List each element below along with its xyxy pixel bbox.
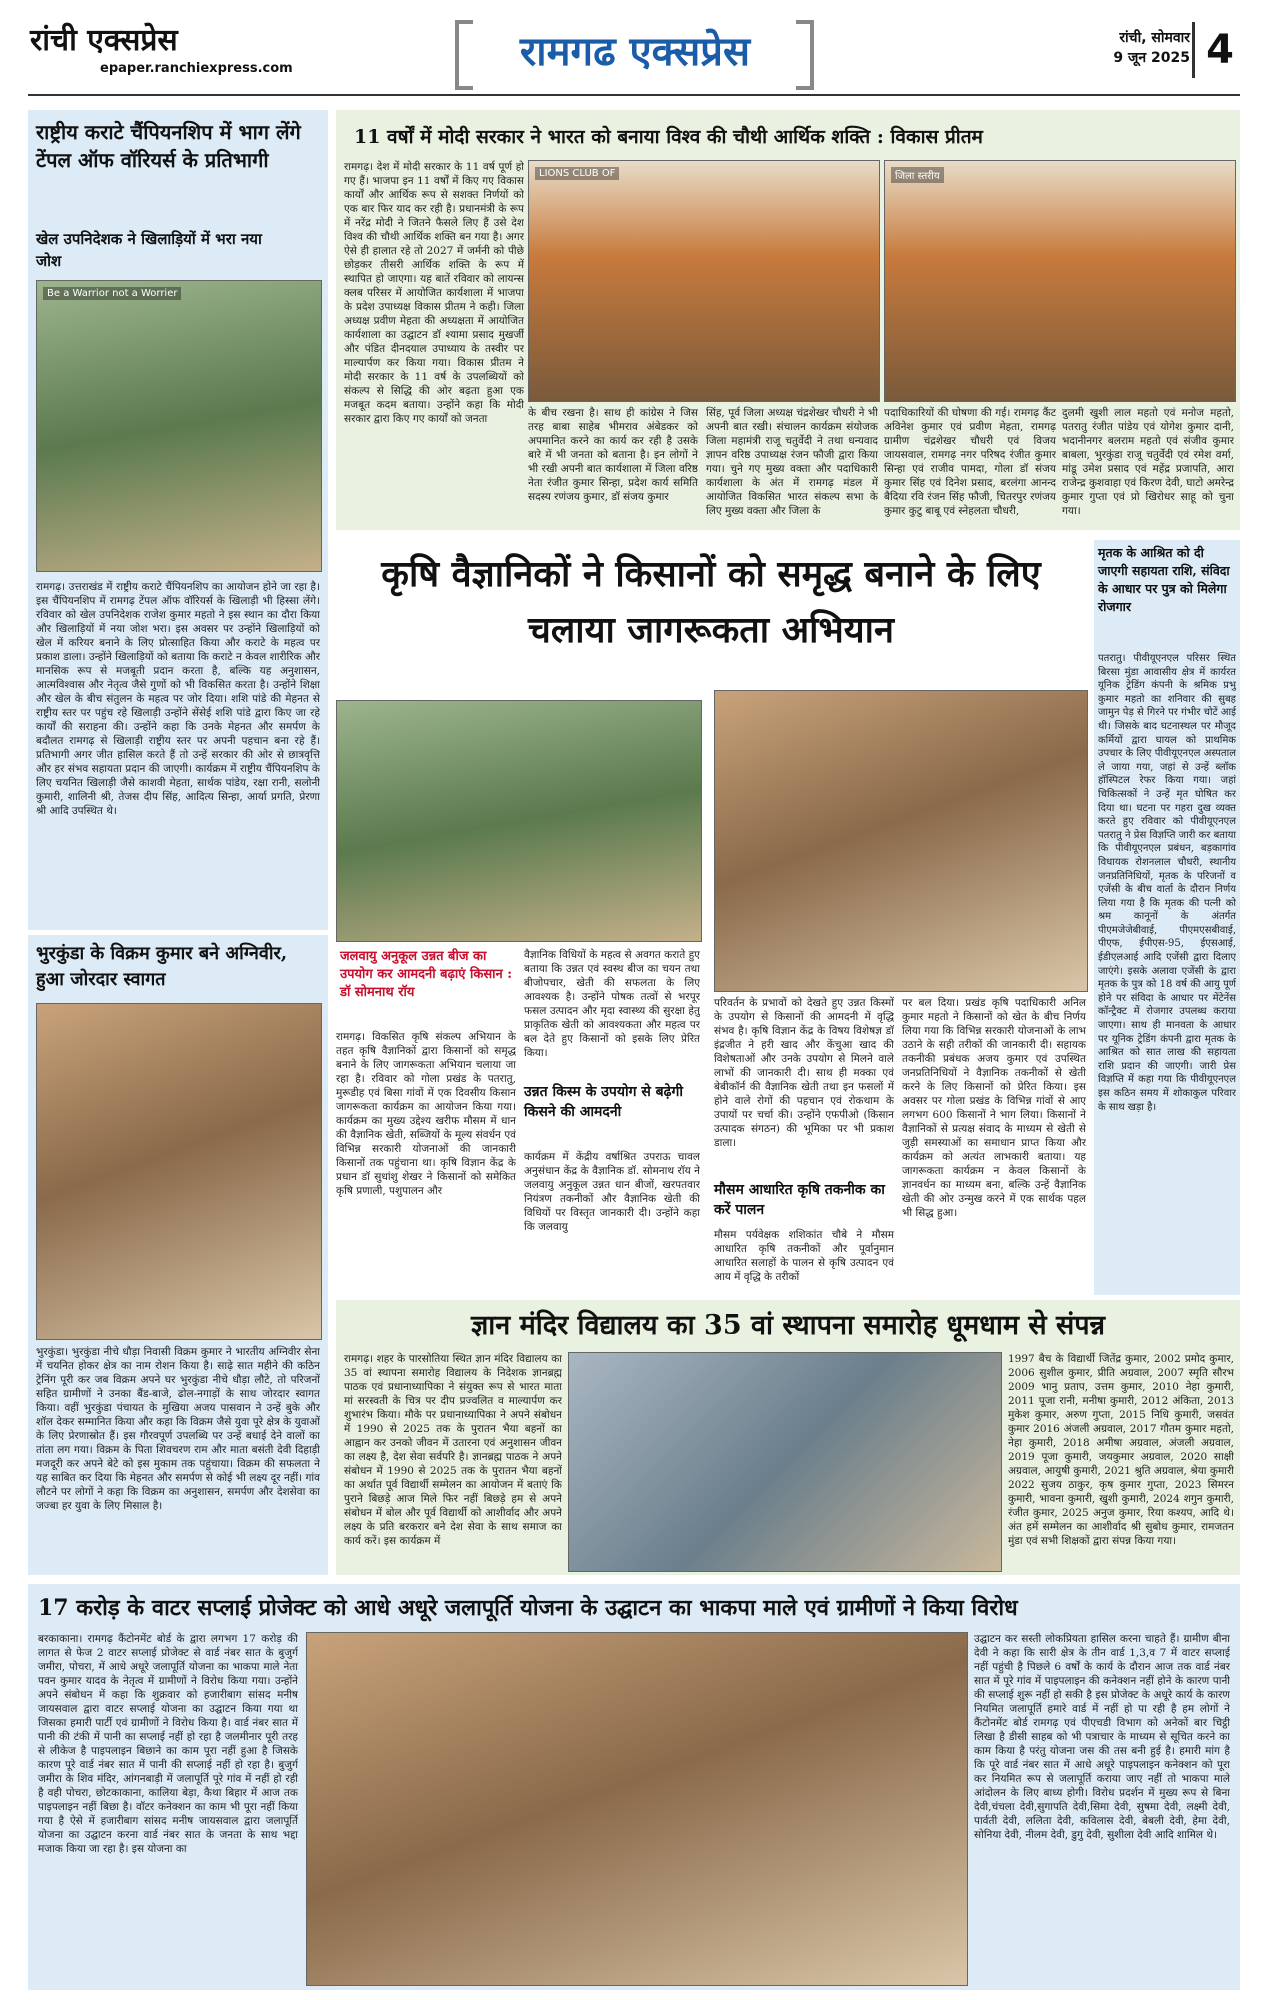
city-day: रांची, सोमवार [1119, 30, 1190, 46]
edition-title: रामगढ एक्सप्रेस [519, 28, 751, 75]
karate-headline: राष्ट्रीय कराटे चैंपियनशिप में भाग लेंगे टेंपल ऑफ वॉरियर्स के प्रतिभागी [36, 120, 301, 172]
story-water [28, 1584, 1240, 1990]
newspaper-logo: रांची एक्सप्रेस [30, 23, 178, 58]
modi-photo1-banner: LIONS CLUB OF [535, 167, 619, 180]
agniveer-body: भुरकुंडा। भुरकुंडा नीचे धौड़ा निवासी विक्रम कुमार ने भारतीय अग्निवीर सेना में चयनित होकर क्षेत्र का नाम रोशन किया है। साढ़े सात महीने की कठिन ट्रेनिंग पूरी कर जब विक्रम अपने घर भुरकुंडा नीचे धौड़ा लौटे, तो परिजनों सहित ग्रामीणों ने उनका बैंड-बाजे, ढोल-नगाड़ों के साथ जोरदार स्वागत किया। वहीं भुरकुंडा पंचायत के मुखिया अजय पासवान ने उन्हें बुके और शॉल देकर सम्मानित किया और कहा कि विक्रम जैसे युवा पूरे क्षेत्र के युवाओं के लिए प्रेरणास्रोत हैं। इस गौरवपूर्ण उपलब्धि पर उन्हें बधाई देने वालों का तांता लग गया। विक्रम के पिता शिवचरण राम और माता बसंती देवी दिहाड़ी मजदूरी कर अपने बेटे को इस मुकाम तक पहुंचाया। विक्रम की सफलता ने यह साबित कर दिया कि मेहनत और समर्पण से कोई भी लक्ष्य दूर नहीं। गांव लौटने पर लोगों ने कहा कि विक्रम का अनुशासन, समर्पण और देशसेवा का जज्बा हर युवा के लिए मिसाल है। [36, 1346, 320, 1512]
story-agniveer [28, 935, 328, 1575]
agniveer-headline: भुरकुंडा के विक्रम कुमार बने अग्निवीर, हुआ जोरदार स्वागत [36, 943, 288, 990]
story-modi [336, 110, 1240, 530]
karate-photo [36, 280, 322, 572]
krishi-col1: रामगढ़। विकसित कृषि संकल्प अभियान के तहत कृषि वैज्ञानिकों द्वारा किसानों को समृद्ध बनाने के लिए जागरूकता अभियान चलाया जा रहा है। रविवार को गोला प्रखंड के पतरातु, मुरूडीह एवं बिसा गांवों में एक दिवसीय किसान जागरूकता कार्यक्रम का आयोजन किया गया। कार्यक्रम का मुख्य उद्देश्य खरीफ मौसम में धान की वैज्ञानिक खेती, सब्जियों के मूल्य संवर्धन एवं विभिन्न सरकारी योजनाओं की जानकारी किसानों तक पहुंचाना था। कृषि विज्ञान केंद्र के प्रधान डॉ सुधांशु शेखर ने किसानों को समेकित कृषि प्रणाली, पशुपालन और [336, 1031, 516, 1197]
modi-headline: 11 वर्षों में मोदी सरकार ने भारत को बनाया विश्व की चौथी आर्थिक शक्ति : विकास प्रीतम [354, 126, 983, 148]
modi-col3: सिंह, पूर्व जिला अध्यक्ष चंद्रशेखर चौधरी ने भी अपनी बात रखी। संचालन कार्यक्रम संयोजक जिला महामंत्री राजू चतुर्वेदी ने तथा धन्यवाद ज्ञापन वरिष्ठ उपाध्यक्ष रंजन फौजी द्वारा किया गया। चुने गए मुख्य वक्ता और पदाधिकारी कार्यशाला के अंत में रामगढ़ मंडल में आयोजित विकसित भारत संकल्प सभा के लिए मुख्य वक्ता और जिला के [706, 407, 878, 517]
krishi-col3: परिवर्तन के प्रभावों को देखते हुए उन्नत किस्मों के उपयोग से किसानों की आमदनी में वृद्धि संभव है। कृषि विज्ञान केंद्र के विषय विशेषज्ञ डॉ इंद्रजीत ने हरी खाद और केंचुआ खाद की विशेषताओं और उनके उपयोग से मिलने वाले लाभों की जानकारी दी। साथ ही मक्का एवं बेबीकॉर्न की वैज्ञानिक खेती तथा इन फसलों में होने वाले रोगों की पहचान एवं रोकथाम के उपायों पर चर्चा की। उन्होंने एफपीओ (किसान उत्पादक संगठन) की भूमिका पर भी प्रकाश डाला। [714, 997, 894, 1149]
krishi-headline: कृषि वैज्ञानिकों ने किसानों को समृद्ध बनाने के लिए चलाया जागरूकता अभियान [381, 553, 1041, 651]
water-col2: उद्घाटन कर सस्ती लोकप्रियता हासिल करना चाहते हैं। ग्रामीण बीना देवी ने कहा कि सारी क्षेत्र के तीन वार्ड 1,3,व 7 में वाटर सप्लाई नहीं पहुंची है पिछले 6 वर्षों के कार्य के दौरान आज तक वार्ड नंबर सात में पूरे गांव में पाइपलाइन की कनेक्शन नहीं होने के कारण पानी की सप्लाई शुरू नहीं हो सकी है इस प्रोजेक्ट के अधूरे कार्य के कारण नियमित जलापूर्ति हमारे वार्ड में नहीं हो पा रही है हम लोगों ने कैंटोनमेंट बोर्ड रामगढ़ एवं पीएचडी विभाग को अनेकों बार चिट्ठी लिखा है डीसी साहब को भी पत्राचार के माध्यम से सूचित करने का काम किया है परंतु योजना जस की तस बनी हुई है। हमारी मांग है कि पूरे वार्ड नंबर सात में आधे अधूरे पाइपलाइन कनेक्शन को पूरा कर नियमित रूप से जलापूर्ति कराया जाए नहीं तो भाकपा माले आंदोलन के लिए बाध्य होगी। विरोध प्रदर्शन में मुख्य रूप से बिना देवी,चंचला देवी,सुगापति देवी,सिमा देवी, सुषमा देवी, लक्ष्मी देवी, पार्वती देवी, ललिता देवी, कविलास देवी, बेबली देवी, हेमा देवी, सोनिया देवी, नीलम देवी, डुगु देवी, सुशीला देवी आदि शामिल थे। [974, 1633, 1230, 1841]
compensation-headline: मृतक के आश्रित को दी जाएगी सहायता राशि, संविदा के आधार पर पुत्र को मिलेगा रोजगार [1098, 545, 1230, 614]
bracket-right-decoration [796, 20, 814, 90]
modi-col5: दुलमी खुशी लाल महतो एवं मनोज महतो, पतरातु रंजीत पांडेय एवं योगेश कुमार दानी, भदानीनगर बलराम महतो एवं संजीव कुमार बाबला, भुरकुंडा राजू चतुर्वेदी एवं रमेश वर्मा, मांडू उमेश प्रसाद एवं महेंद्र प्रजापति, आरा राजेन्द्र कुशवाहा एवं किरण देवी, घाटो अमरेन्द्र कुमार गुप्ता एवं प्रो खिरोधर साहू को चुना गया। [1062, 407, 1234, 517]
issue-date: 9 जून 2025 [1113, 50, 1190, 66]
story-krishi [336, 540, 1086, 1295]
karate-body: रामगढ़। उत्तराखंड में राष्ट्रीय कराटे चैंपियनशिप का आयोजन होने जा रहा है। इस चैंपियनशिप में रामगढ़ टेंपल ऑफ वॉरियर्स के खिलाड़ी भी हिस्सा लेंगे। रविवार को खेल उपनिदेशक राजेश कुमार महतो ने इस स्थान का दौरा किया और खिलाड़ियों में नया जोश भरा। इस अवसर पर उन्होंने खिलाड़ियों को खेल में करियर बनाने के लिए प्रोत्साहित किया और कराटे के महत्व पर प्रकाश डाला। उन्होंने खिलाड़ियों को बताया कि कराटे न केवल शारीरिक और मानसिक रूप से मजबूती प्रदान करता है, बल्कि यह अनुशासन, आत्मविश्वास और नेतृत्व जैसे गुणों को भी विकसित करता है। उन्होंने शिक्षा और खेल के बीच संतुलन के महत्व पर जोर दिया। शशि पांडे की मेहनत से राष्ट्रीय स्तर पर पहुंच रहे खिलाड़ी उन्होंने सेंसेई शशि पांडे द्वारा किए जा रहे कार्यों की सराहना की। उन्होंने कहा कि उनके मेहनत और समर्पण के बदौलत रामगढ़ से खिलाड़ी राष्ट्रीय स्तर पर अपनी पहचान बना रहे हैं। प्रतिभागी अगर जीत हासिल करते हैं तो उन्हें सरकार की ओर से छात्रवृत्ति और हर संभव सहायता प्रदान की जाएगी। कार्यक्रम में राष्ट्रीय चैंपियनशिप के लिए चयनित खिलाड़ी जैसे काशवी मेहता, सार्थक पांडेय, रक्षा रानी, सलोनी कुमारी, शालिनी श्री, तेजस दीप सिंह, आदित्य सिन्हा, आर्या प्रगति, प्रेरणा श्री आदि उपस्थित थे। [36, 581, 320, 817]
school-col2: 1997 बैच के विद्यार्थी जितेंद्र कुमार, 2002 प्रमोद कुमार, 2006 सुशील कुमार, प्रीति अग्रवाल, 2007 स्मृति सौरभ 2009 भानु प्रताप, उत्तम कुमार, 2010 नेहा कुमारी, 2011 पूजा रानी, मनीषा कुमारी, 2012 अंकिता, 2013 मुकेश कुमार, अरुण गुप्ता, 2015 निधि कुमारी, जसवंत कुमार 2016 अंजली अग्रवाल, 2017 गौतम कुमार महतो, नेहा कुमारी, 2018 अमीषा अग्रवाल, अंजली अग्रवाल, 2019 पूजा कुमारी, जयकुमार अग्रवाल, 2020 साक्षी अग्रवाल, आयुषी कुमारी, 2021 श्रुति अग्रवाल, श्रेया कुमारी 2022 सुजय ठाकुर, कृष कुमार गुप्ता, 2023 सिमरन कुमारी, भावना कुमारी, खुशी कुमारी, 2024 शगुन कुमारी, रंजीत कुमार, 2025 अनुज कुमार, रिया कश्यप, आदि थे। अंत हमें सम्मेलन का आशीर्वाद श्री सुबोध कुमार, रामजतन मुंडा एवं सभी शिक्षकों द्वारा संपन्न किया गया। [1008, 1353, 1234, 1547]
modi-col1: रामगढ़। देश में मोदी सरकार के 11 वर्ष पूर्ण हो गए हैं। भाजपा इन 11 वर्षों में किए गए विकास कार्यों और आर्थिक रूप से सशक्त निर्णयों को एक बार फिर याद कर रही है। प्रधानमंत्री के रूप में नरेंद्र मोदी ने जितने फैसले लिए हैं उसे देश विश्व की चौथी आर्थिक शक्ति बन गया है। अगर ऐसे ही हालात रहे तो 2027 में जर्मनी को पीछे छोड़कर तीसरी आर्थिक शक्ति के रूप में स्थापित हो जाएगा। यह बातें रविवार को लायन्स क्लब परिसर में आयोजित कार्यशाला में भाजपा के प्रदेश उपाध्यक्ष विकास प्रीतम ने कही। जिला अध्यक्ष प्रवीण मेहता की अध्यक्षता में आयोजित कार्यशाला का उद्घाटन डॉ श्यामा प्रसाद मुखर्जी और पंडित दीनदयाल उपाध्याय के तस्वीर पर माल्यार्पण कर किया गया। विकास प्रीतम ने मोदी सरकार के 11 वर्ष के उपलब्धियों को संकल्प से सिद्धि की ओर बढ़ता हुआ एक मजबूत कदम बताया। उन्होंने कहा कि मोदी सरकार द्वारा किए गए कार्यों को जनता [344, 161, 524, 425]
agniveer-photo [36, 1003, 322, 1340]
krishi-col3b: मौसम पर्यवेक्षक शशिकांत चौबे ने मौसम आधारित कृषि तकनीकों और पूर्वानुमान आधारित सलाहों के पालन से कृषि उत्पादन एवं आय में वृद्धि के तरीकों [714, 1229, 894, 1283]
school-group-photo [568, 1352, 1002, 1572]
compensation-body: पतरातु। पीवीयूएनएल परिसर स्थित बिरसा मुंडा आवासीय क्षेत्र में कार्यरत यूनिक ट्रेडिंग कंपनी के श्रमिक प्रभु कुमार महतो का शनिवार की सुबह जामुन पेड़ से गिरने पर गंभीर चोटें आई थी। जिसके बाद घटनास्थल पर मौजूद कर्मियों द्वारा घायल को प्राथमिक उपचार के लिए पीवीयूएनएल अस्पताल ले जाया गया, जहां से उन्हें ब्लॉक हॉस्पिटल रेफर किया गया। जहां चिकित्सकों ने उन्हें मृत घोषित कर दिया था। घटना पर गहरा दुख व्यक्त करते हुए रविवार को पीवीयूएनएल पतरातु ने प्रेस विज्ञप्ति जारी कर बताया कि पीवीयूएनएल प्रबंधन, बड़कागांव विधायक रोशनलाल चौधरी, स्थानीय जनप्रतिनिधियों, मृतक के परिजनों व एजेंसी के बीच वार्ता के दौरान निर्णय लिया गया है कि मृतक की पत्नी को श्रम कानूनों के अंतर्गत पीएमजेजेबीवाई, पीएमएसबीवाई, पीएफ, ईपीएस-95, ईएसआई, ईडीएलआई आदि एजेंसी द्वारा दिलाए जाएंगे। इसके अलावा एजेंसी के द्वारा मृतक के पुत्र को 18 वर्ष की आयु पूर्ण होने पर संविदा के आधार पर मेंटेनेंस कॉन्ट्रैक्ट में रोजगार उपलब्ध कराया जाएगा। साथ ही मानवता के आधार पर यूनिक ट्रेडिंग कंपनी द्वारा मृतक के आश्रित को सात लाख की सहायता राशि प्रदान की जाएगी। जारी प्रेस विज्ञप्ति में कहा गया कि पीवीयूएनएल इस कठिन समय में शोकाकुल परिवार के साथ खड़ा है। [1098, 653, 1236, 1113]
epaper-url[interactable]: epaper.ranchiexpress.com [100, 61, 293, 76]
school-col1: रामगढ़। शहर के पारसोतिया स्थित ज्ञान मंदिर विद्यालय का 35 वां स्थापना समारोह विद्यालय के निदेशक ज्ञानब्रह्म पाठक एवं प्रधानाध्यापिका ने संयुक्त रूप से भारत माता मां सरस्वती के चित्र पर दीप प्रज्वलित व माल्यार्पण कर शुभारंभ किया। मौके पर प्रधानाध्यापिका ने अपने संबोधन में 1990 से 2025 तक के पुरातन भैया बहनों का आह्वान कर उनको जीवन में उतारना एवं अनुशासन जीवन का लक्ष्य है, देश सेवा सर्वपरि है। ज्ञानब्रह्म पाठक ने अपने संबोधन में 1990 से 2025 तक के पुरातन भैया बहनों का अर्थात पूर्व विद्यार्थी सम्मेलन का आयोजन में बताएं कि पुराने बिछड़े आज मिले फिर नहीं बिछड़े हम से अपने संबोधन में बोल और पूर्व विद्यार्थी को आशीर्वाद और अपने लक्ष्य के प्रति बरकरार बने देश सेवा के साथ समाज का कार्य करें। इस कार्यक्रम में [344, 1353, 562, 1547]
story-school [336, 1300, 1240, 1575]
modi-photo-lions-club [528, 160, 880, 402]
masthead-rule [28, 94, 1240, 96]
masthead-logo-block [30, 18, 340, 88]
krishi-photo-meeting [336, 700, 702, 942]
krishi-subhead-1: उन्नत किस्म के उपयोग से बढ़ेगी किसने की आमदनी [524, 1084, 684, 1120]
dateline [1070, 28, 1190, 68]
modi-col4: पदाधिकारियों की घोषणा की गई। रामगढ़ कैंट अविनेश कुमार एवं प्रवीण मेहता, रामगढ़ ग्रामीण चंद्रशेखर चौधरी एवं विजय जायसवाल, रामगढ़ नगर परिषद रंजीत कुमार सिन्हा एवं राजीव पामदा, गोला डॉ संजय कुमार सिंह एवं दिनेश प्रसाद, बरलंगा आनन्द बैदिया रवि रंजन सिंह फौजी, चितरपुर रणंजय कुमार कुटु बाबू एवं स्नेहलता चौधरी, [884, 407, 1056, 517]
karate-subhead: खेल उपनिदेशक ने खिलाड़ियों में भरा नया जोश [36, 230, 262, 270]
karate-photo-banner: Be a Warrior not a Worrier [43, 287, 181, 300]
story-compensation [1094, 540, 1240, 1295]
modi-photo-workshop [884, 160, 1236, 402]
modi-photo2-banner: जिला स्तरीय [891, 167, 944, 183]
krishi-col2: वैज्ञानिक विधियों के महत्व से अवगत कराते हुए बताया कि उन्नत एवं स्वस्थ बीज का चयन तथा बीजोपचार, खेती की सफलता के लिए आवश्यक है। उन्होंने पोषक तत्वों से भरपूर फसल उत्पादन और मृदा स्वास्थ्य की सुरक्षा हेतु प्राकृतिक खेती को आवश्यकता और महत्व पर बल देते हुए किसानों को इसके लिए प्रेरित किया। [524, 949, 700, 1059]
water-protest-photo [306, 1632, 968, 1986]
water-headline: 17 करोड़ के वाटर सप्लाई प्रोजेक्ट को आधे अधूरे जलापूर्ति योजना के उद्घाटन का भाकपा माले एवं ग्रामीणों ने किया विरोध [38, 1595, 1018, 1621]
school-headline: ज्ञान मंदिर विद्यालय का 35 वां स्थापना समारोह धूमधाम से संपन्न [470, 1310, 1106, 1341]
krishi-pullquote: जलवायु अनुकूल उन्नत बीज का उपयोग कर आमदनी बढ़ाएं किसान : डॉ सोमनाथ रॉय [340, 949, 513, 1000]
krishi-subhead-2: मौसम आधारित कृषि तकनीक का करें पालन [714, 1182, 885, 1218]
water-col1: बरकाकाना। रामगढ़ कैंटोनमेंट बोर्ड के द्वारा लगभग 17 करोड़ की लागत से फेज 2 वाटर सप्लाई प्रोजेक्ट से वार्ड नंबर सात के बुजुर्ग जमीरा, पोचरा, में आधे अधूरे जलापूर्ति योजना का भाकपा माले नेता पवन कुमार यादव के नेतृत्व में ग्रामीणों ने विरोध किया गया। उन्होंने अपने संबोधन में कहा कि शुक्रवार को हजारीबाग सांसद मनीष जायसवाल द्वारा वाटर सप्लाई योजना का उद्घाटन किया गया था जिसका हमारी पार्टी एवं ग्रामीणों ने विरोध किया है। वार्ड नंबर सात में पानी की टंकी में पानी का सप्लाई नहीं हो रहा है जलमीनार पूरी तरह से लीकेज है पाइपलाइन बिछाने का काम पूरा नहीं हुआ है जिसके कारण पूरे वार्ड नंबर सात में पानी की सप्लाई नहीं हो रहा है। बुजुर्ग जमीरा के शिव मंदिर, आंगनबाड़ी में जलापूर्ति पूरे गांव में नहीं हो रही है वही पोचरा, छोटकाकाना, कालिया बेड़ा, कैथा बिहार में आज तक पाइपलाइन नहीं बिछा है। वॉटर कनेक्शन का काम भी पूरा नहीं किया गया है ऐसे में हजारीबाग सांसद मनीष जायसवाल द्वारा जलापूर्ति योजना का उद्घाटन करना वार्ड नंबर सात के जनता के साथ भद्दा मजाक किया जा रहा है। इस योजना का [38, 1633, 298, 1855]
modi-col2: के बीच रखना है। साथ ही कांग्रेस ने जिस तरह बाबा साहेब भीमराव अंबेडकर को अपमानित करने का कार्य कर रही है उसके बारे में भी जनता को बताना है। इन लोगों ने भी रखी अपनी बात कार्यशाला में जिला वरिष्ठ नेता रंजीत कुमार सिन्हा, प्रदेश कार्य समिति सदस्य रणंजय कुमार, डॉ संजय कुमार [528, 407, 698, 503]
page-number: 4 [1192, 22, 1245, 78]
krishi-col4: पर बल दिया। प्रखंड कृषि पदाधिकारी अनिल कुमार महतो ने किसानों को खेत के बीच निर्णय लिया गया कि विभिन्न सरकारी योजनाओं के लाभ उठाने के सही तरीकों की जानकारी दी। सहायक तकनीकी प्रबंधक अजय कुमार एवं उपस्थित जनप्रतिनिधियों ने वैज्ञानिक तकनीकों से खेती करने के लिए किसानों को प्रेरित किया। इस अवसर पर गोला प्रखंड के विभिन्न गांवों से आए लगभग 600 किसानों ने भाग लिया। किसानों ने वैज्ञानिकों से प्रत्यक्ष संवाद के माध्यम से खेती से जुड़ी समस्याओं का समाधान प्राप्त किया और कार्यक्रम को अत्यंत लाभकारी बताया। यह जागरूकता कार्यक्रम न केवल किसानों के ज्ञानवर्धन का माध्यम बना, बल्कि उन्हें वैज्ञानिक खेती की ओर उन्मुख करने में एक सार्थक पहल भी सिद्ध हुआ। [902, 997, 1086, 1219]
story-karate [28, 110, 328, 930]
krishi-col2b: कार्यक्रम में केंद्रीय वर्षाश्रित उपराऊ चावल अनुसंधान केंद्र के वैज्ञानिक डॉ. सोमनाथ रॉय ने जलवायु अनुकूल उन्नत धान बीजों, खरपतवार नियंत्रण तकनीकों और वैज्ञानिक खेती की विधियों पर विस्तृत जानकारी दी। उन्होंने कहा कि जलवायु [524, 1151, 700, 1233]
krishi-photo-rally [714, 690, 1088, 992]
